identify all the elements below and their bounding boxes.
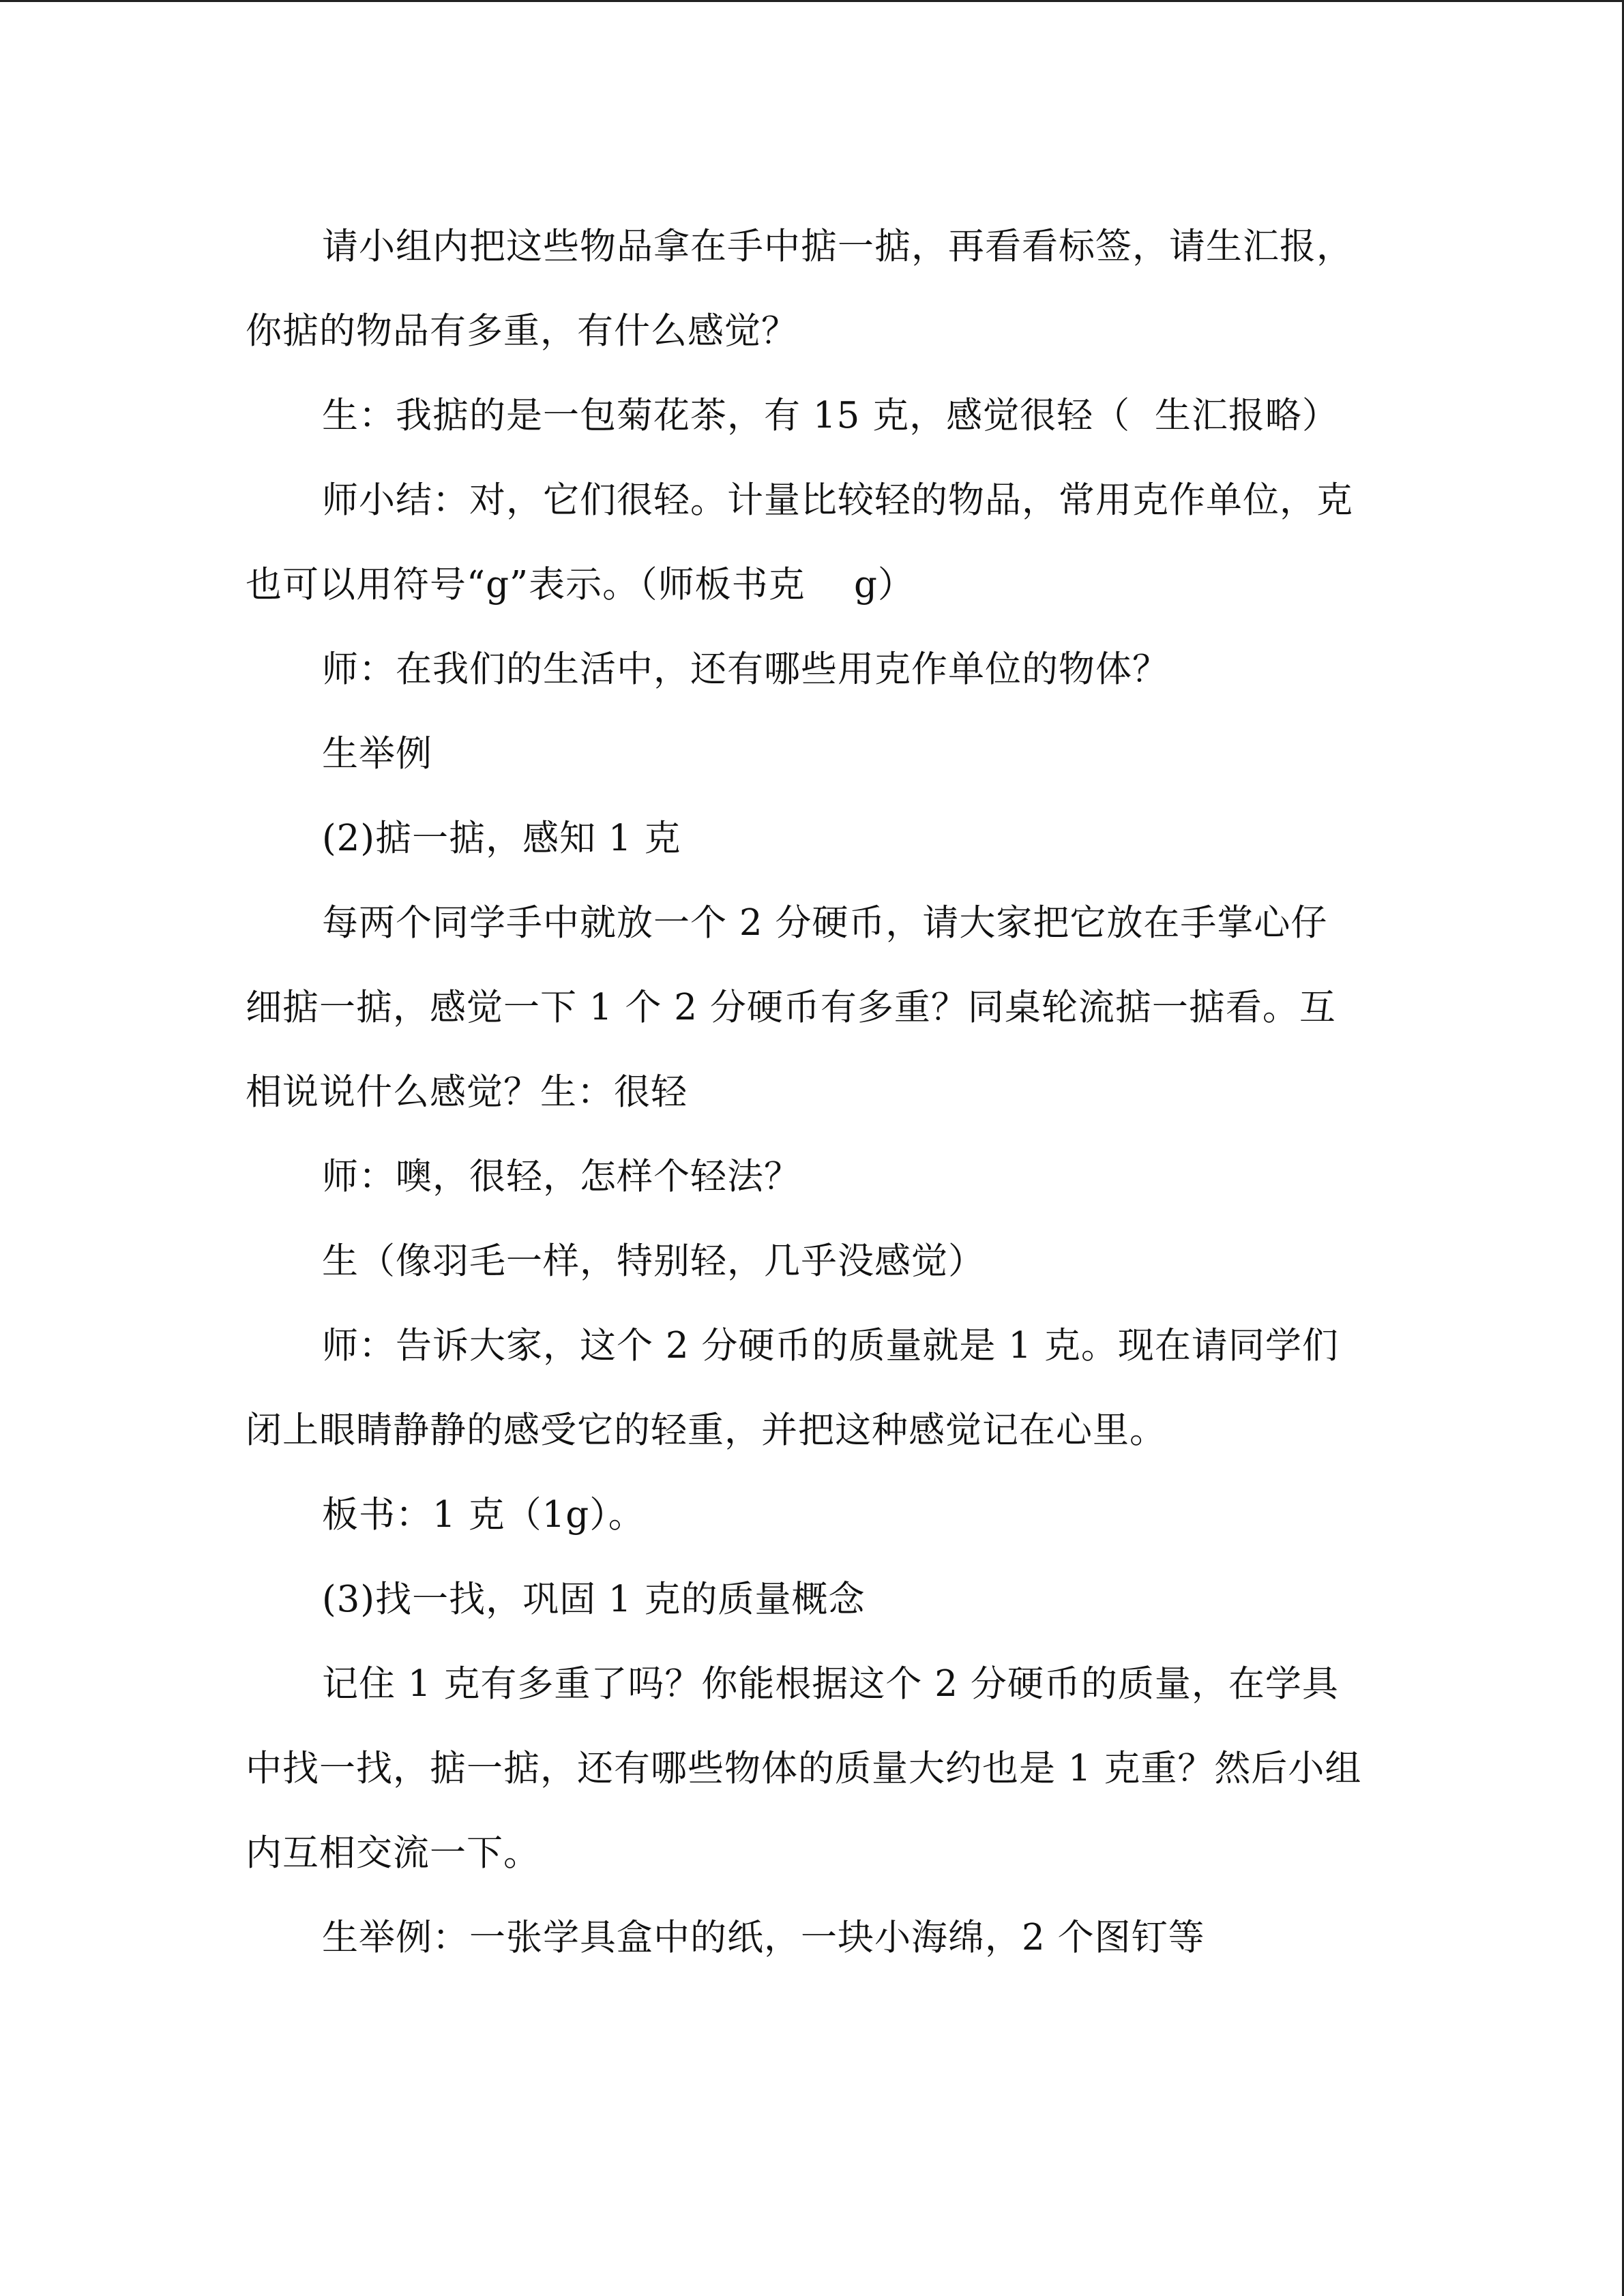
paragraph: 师：噢，很轻，怎样个轻法？ [322,1156,801,1197]
paragraph: 板书：1 克（1g）。 [322,1494,645,1536]
paragraph: 生：我掂的是一包菊花茶，有 15 克，感觉很轻（ 生汇报略） [322,395,1339,436]
paragraph: (3)找一找，巩固 1 克的质量概念 [322,1579,866,1620]
paragraph: 生举例：一张学具盒中的纸，一块小海绵，2 个图钉等 [322,1917,1205,1958]
paragraph: 师小结：对，它们很轻。计量比较轻的物品，常用克作单位，克也可以用符号“g”表示。（师板书克 g） [246,479,1353,606]
paragraph: 师：告诉大家，这个 2 分硬币的质量就是 1 克。现在请同学们闭上眼睛静静的感受它的轻重，并把这种感觉记在心里。 [246,1325,1339,1451]
paragraph: 生（像羽毛一样，特别轻，几乎没感觉） [322,1240,985,1282]
paragraph: 记住 1 克有多重了吗？你能根据这个 2 分硬币的质量，在学具中找一找，掂一掂，还有哪些物体的质量大约也是 1 克重？然后小组内互相交流一下。 [246,1663,1362,1874]
paragraph: (2)掂一掂，感知 1 克 [322,818,681,859]
paragraph: 每两个同学手中就放一个 2 分硬币，请大家把它放在手掌心仔细掂一掂，感觉一下 1 个 2 分硬币有多重？同桌轮流掂一掂看。互相说说什么感觉？生：很轻 [246,902,1336,1113]
paragraph: 师：在我们的生活中，还有哪些用克作单位的物体？ [322,648,1169,690]
document-body [246,205,1364,1980]
paragraph: 生举例 [322,733,432,775]
paragraph: 请小组内把这些物品拿在手中掂一掂，再看看标签，请生汇报，你掂的物品有多重，有什么感觉？ [246,226,1353,352]
